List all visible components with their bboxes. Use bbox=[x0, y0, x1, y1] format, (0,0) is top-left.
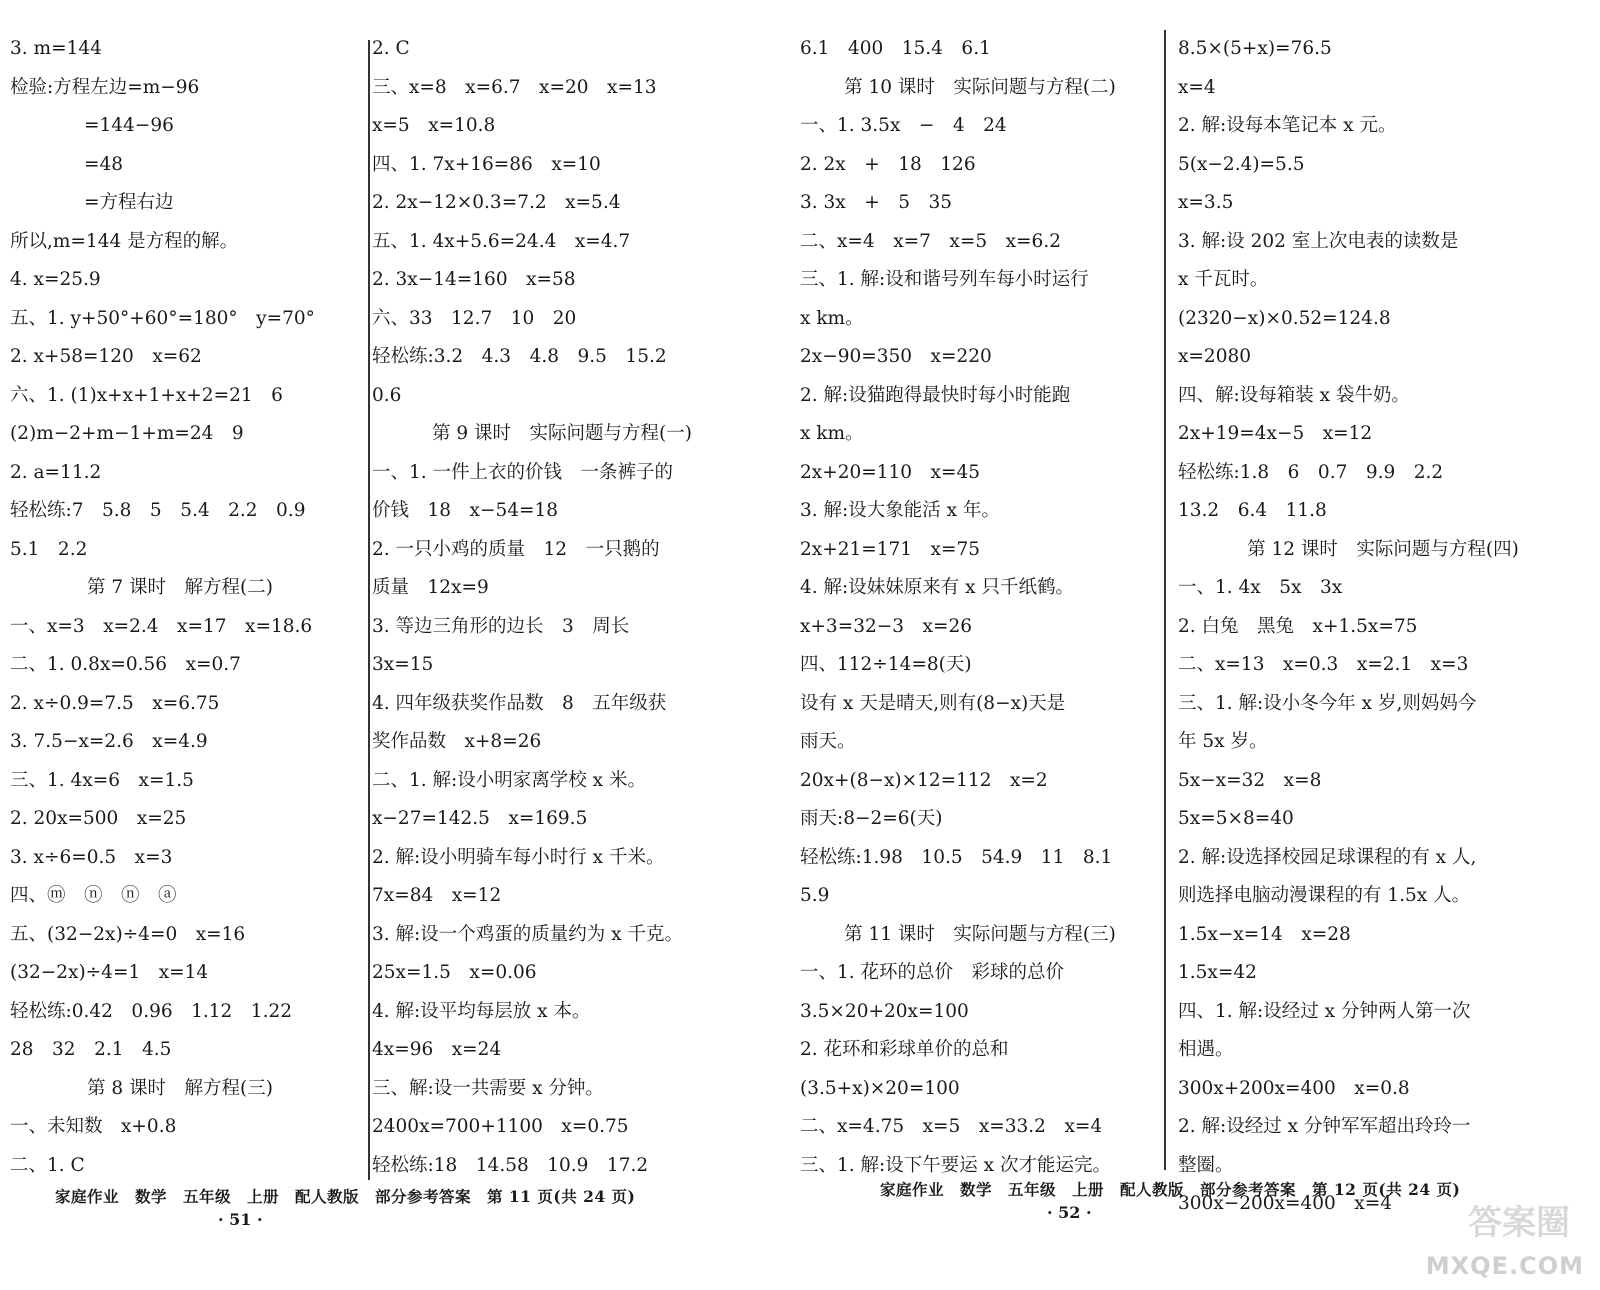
answer-line: 轻松练:18 14.58 10.9 17.2 bbox=[372, 1154, 649, 1176]
answer-line: 六、1. (1)x+x+1+x+2=21 6 bbox=[10, 384, 283, 406]
lesson-heading: 第 7 课时 解方程(二) bbox=[87, 577, 273, 598]
answer-line: x km。 bbox=[800, 423, 864, 444]
answer-line: 2. 解:设经过 x 分钟军军超出玲玲一 bbox=[1178, 1116, 1471, 1137]
answer-line: 2. 解:设选择校园足球课程的有 x 人, bbox=[1178, 846, 1477, 868]
answer-line: 六、33 12.7 10 20 bbox=[372, 307, 577, 329]
answer-line: 一、1. 3.5x − 4 24 bbox=[800, 115, 1007, 136]
answer-line: (32−2x)÷4=1 x=14 bbox=[10, 962, 209, 983]
watermark-logo: 答案圈 bbox=[1468, 1203, 1570, 1243]
answer-line: 三、1. 解:设下午要运 x 次才能运完。 bbox=[800, 1154, 1111, 1176]
answer-line: x+3=32−3 x=26 bbox=[800, 615, 972, 637]
answer-line: 7x=84 x=12 bbox=[372, 885, 502, 906]
answer-line: 3. 7.5−x=2.6 x=4.9 bbox=[10, 731, 208, 752]
answer-line: 1.5x−x=14 x=28 bbox=[1178, 923, 1351, 945]
answer-line: 4. 解:设平均每层放 x 本。 bbox=[372, 1000, 591, 1022]
column-divider-left-page bbox=[368, 40, 370, 1180]
answer-line: 二、1. 0.8x=0.56 x=0.7 bbox=[10, 654, 241, 675]
answer-line: 2. 20x=500 x=25 bbox=[10, 808, 187, 829]
answer-line: (3.5+x)×20=100 bbox=[800, 1077, 960, 1099]
answer-line: 三、x=8 x=6.7 x=20 x=13 bbox=[372, 76, 657, 98]
answer-line: 2. 白兔 黑兔 x+1.5x=75 bbox=[1178, 615, 1418, 637]
lesson-heading: 第 10 课时 实际问题与方程(二) bbox=[844, 76, 1116, 98]
watermark-url: MXQE.COM bbox=[1425, 1252, 1584, 1280]
answer-line: 轻松练:0.42 0.96 1.12 1.22 bbox=[10, 1000, 292, 1022]
answer-line: 二、1. 解:设小明家离学校 x 米。 bbox=[372, 769, 646, 791]
answer-line: 0.6 bbox=[372, 384, 402, 406]
answer-line: 价钱 18 x−54=18 bbox=[372, 500, 559, 521]
answer-line: 2. x÷0.9=7.5 x=6.75 bbox=[10, 692, 220, 714]
answer-line: 3x=15 bbox=[372, 654, 434, 675]
lesson-heading: 第 11 课时 实际问题与方程(三) bbox=[844, 923, 1116, 945]
answer-line: 2x−90=350 x=220 bbox=[800, 346, 992, 367]
answer-line: 5.1 2.2 bbox=[10, 538, 88, 560]
answer-line: 5(x−2.4)=5.5 bbox=[1178, 153, 1305, 175]
answer-line: 2. C bbox=[372, 38, 410, 59]
answer-line: 3. x÷6=0.5 x=3 bbox=[10, 846, 173, 868]
answer-line: 四、1. 7x+16=86 x=10 bbox=[372, 153, 601, 175]
answer-line: 四、解:设每箱装 x 袋牛奶。 bbox=[1178, 384, 1410, 406]
answer-line: 25x=1.5 x=0.06 bbox=[372, 962, 537, 983]
answer-line: 3. 解:设一个鸡蛋的质量约为 x 千克。 bbox=[372, 923, 683, 945]
answer-line: 4. x=25.9 bbox=[10, 269, 101, 290]
answer-line: 雨天:8−2=6(天) bbox=[800, 808, 943, 829]
answer-line: 质量 12x=9 bbox=[372, 577, 489, 598]
answer-line: 3. 3x + 5 35 bbox=[800, 192, 953, 213]
answer-line: 轻松练:1.98 10.5 54.9 11 8.1 bbox=[800, 846, 1113, 868]
answer-line: 20x+(8−x)×12=112 x=2 bbox=[800, 769, 1048, 791]
answer-line: 一、1. 4x 5x 3x bbox=[1178, 577, 1343, 598]
column-divider-right-page bbox=[1164, 30, 1166, 1170]
answer-line: (2320−x)×0.52=124.8 bbox=[1178, 307, 1391, 329]
answer-line: 所以,m=144 是方程的解。 bbox=[10, 230, 239, 252]
answer-line: 二、x=13 x=0.3 x=2.1 x=3 bbox=[1178, 654, 1469, 675]
answer-line: 4. 四年级获奖作品数 8 五年级获 bbox=[372, 692, 667, 714]
answer-line: 三、解:设一共需要 x 分钟。 bbox=[372, 1077, 604, 1099]
answer-line: 2. 解:设小明骑车每小时行 x 千米。 bbox=[372, 846, 665, 868]
answer-line: x 千瓦时。 bbox=[1178, 269, 1269, 290]
answer-line: 年 5x 岁。 bbox=[1178, 731, 1268, 752]
answer-line: 五、(32−2x)÷4=0 x=16 bbox=[10, 923, 246, 945]
answer-line: =144−96 bbox=[10, 115, 174, 136]
answer-line: 2. 3x−14=160 x=58 bbox=[372, 269, 576, 290]
page-number-left: · 51 · bbox=[218, 1210, 263, 1229]
answer-line: 一、1. 一件上衣的价钱 一条裤子的 bbox=[372, 461, 674, 483]
answer-line: 8.5×(5+x)=76.5 bbox=[1178, 38, 1332, 59]
footer-right: 家庭作业 数学 五年级 上册 配人教版 部分参考答案 第 12 页(共 24 页) bbox=[880, 1180, 1461, 1199]
answer-line: =方程右边 bbox=[10, 192, 174, 213]
answer-line: 整圈。 bbox=[1178, 1154, 1234, 1176]
lesson-heading: 第 12 课时 实际问题与方程(四) bbox=[1247, 538, 1519, 560]
answer-column-1 bbox=[10, 30, 350, 1185]
answer-line: 奖作品数 x+8=26 bbox=[372, 731, 542, 752]
answer-line: 五、1. 4x+5.6=24.4 x=4.7 bbox=[372, 230, 631, 252]
answer-line: 一、1. 花环的总价 彩球的总价 bbox=[800, 962, 1065, 983]
answer-line: 四、112÷14=8(天) bbox=[800, 654, 972, 675]
answer-line: 相遇。 bbox=[1178, 1039, 1234, 1060]
answer-line: 4x=96 x=24 bbox=[372, 1039, 502, 1060]
answer-line: 3. 等边三角形的边长 3 周长 bbox=[372, 615, 630, 637]
answer-line: 3. m=144 bbox=[10, 38, 102, 59]
lesson-heading: 第 8 课时 解方程(三) bbox=[87, 1077, 273, 1099]
answer-line: 5.9 bbox=[800, 885, 830, 906]
answer-line: 则选择电脑动漫课程的有 1.5x 人。 bbox=[1178, 885, 1471, 906]
page-number-right: · 52 · bbox=[1047, 1203, 1092, 1222]
answer-line: 2. 2x−12×0.3=7.2 x=5.4 bbox=[372, 192, 621, 213]
answer-line: x km。 bbox=[800, 307, 864, 329]
answer-line: 2. a=11.2 bbox=[10, 461, 102, 483]
answer-line: 三、1. 4x=6 x=1.5 bbox=[10, 769, 194, 791]
answer-line: x=5 x=10.8 bbox=[372, 115, 496, 136]
answer-line: 二、x=4 x=7 x=5 x=6.2 bbox=[800, 230, 1061, 252]
answer-line: 2. 一只小鸡的质量 12 一只鹅的 bbox=[372, 538, 660, 560]
answer-line: 检验:方程左边=m−96 bbox=[10, 76, 200, 98]
answer-line: 三、1. 解:设小冬今年 x 岁,则妈妈今 bbox=[1178, 692, 1477, 714]
answer-line: 2x+20=110 x=45 bbox=[800, 461, 981, 483]
answer-line: 300x+200x=400 x=0.8 bbox=[1178, 1077, 1410, 1099]
answer-line: 3. 解:设 202 室上次电表的读数是 bbox=[1178, 230, 1459, 252]
answer-line: 3.5×20+20x=100 bbox=[800, 1000, 969, 1022]
answer-line: 6.1 400 15.4 6.1 bbox=[800, 38, 991, 59]
answer-line: 雨天。 bbox=[800, 731, 856, 752]
answer-line: 2x+19=4x−5 x=12 bbox=[1178, 423, 1373, 444]
answer-line: 5x−x=32 x=8 bbox=[1178, 769, 1322, 791]
answer-line: x=2080 bbox=[1178, 346, 1252, 367]
answer-line: 28 32 2.1 4.5 bbox=[10, 1039, 172, 1060]
answer-line: 四、ⓜ ⓝ ⓝ ⓐ bbox=[10, 885, 177, 906]
answer-line: 2. 解:设每本笔记本 x 元。 bbox=[1178, 115, 1397, 136]
lesson-heading: 第 9 课时 实际问题与方程(一) bbox=[432, 423, 692, 444]
answer-line: 二、1. C bbox=[10, 1154, 85, 1176]
answer-line: 2x+21=171 x=75 bbox=[800, 538, 981, 560]
answer-line: 2400x=700+1100 x=0.75 bbox=[372, 1116, 629, 1137]
answer-line: x=3.5 bbox=[1178, 192, 1234, 213]
answer-line: 轻松练:3.2 4.3 4.8 9.5 15.2 bbox=[372, 346, 667, 367]
answer-line: 设有 x 天是晴天,则有(8−x)天是 bbox=[800, 692, 1066, 714]
answer-line: 轻松练:1.8 6 0.7 9.9 2.2 bbox=[1178, 461, 1444, 483]
answer-line: 2. x+58=120 x=62 bbox=[10, 346, 202, 367]
answer-line: 4. 解:设妹妹原来有 x 只千纸鹤。 bbox=[800, 577, 1074, 598]
answer-column-2 bbox=[372, 30, 752, 1185]
answer-line: x=4 bbox=[1178, 76, 1216, 98]
footer-left: 家庭作业 数学 五年级 上册 配人教版 部分参考答案 第 11 页(共 24 页) bbox=[55, 1187, 636, 1206]
answer-line: x−27=142.5 x=169.5 bbox=[372, 808, 588, 829]
answer-line: 四、1. 解:设经过 x 分钟两人第一次 bbox=[1178, 1000, 1471, 1022]
answer-column-4 bbox=[1178, 30, 1588, 1224]
answer-line: =48 bbox=[10, 153, 124, 175]
answer-line: 5x=5×8=40 bbox=[1178, 808, 1294, 829]
answer-line: 13.2 6.4 11.8 bbox=[1178, 500, 1327, 521]
answer-line: 2. 解:设猫跑得最快时每小时能跑 bbox=[800, 384, 1071, 406]
answer-line: 300x−200x=400 x=4 bbox=[1178, 1193, 1393, 1214]
answer-line: 1.5x=42 bbox=[1178, 962, 1257, 983]
answer-column-3 bbox=[800, 30, 1160, 1185]
answer-line: 一、x=3 x=2.4 x=17 x=18.6 bbox=[10, 615, 313, 637]
answer-line: 三、1. 解:设和谐号列车每小时运行 bbox=[800, 269, 1089, 290]
answer-line: 2. 花环和彩球单价的总和 bbox=[800, 1039, 1009, 1060]
answer-line: 2. 2x + 18 126 bbox=[800, 153, 976, 175]
answer-line: 轻松练:7 5.8 5 5.4 2.2 0.9 bbox=[10, 500, 306, 521]
answer-line: 五、1. y+50°+60°=180° y=70° bbox=[10, 307, 315, 329]
answer-line: 二、x=4.75 x=5 x=33.2 x=4 bbox=[800, 1116, 1103, 1137]
answer-line: (2)m−2+m−1+m=24 9 bbox=[10, 423, 244, 444]
answer-line: 一、未知数 x+0.8 bbox=[10, 1116, 177, 1137]
answer-line: 3. 解:设大象能活 x 年。 bbox=[800, 500, 1000, 521]
